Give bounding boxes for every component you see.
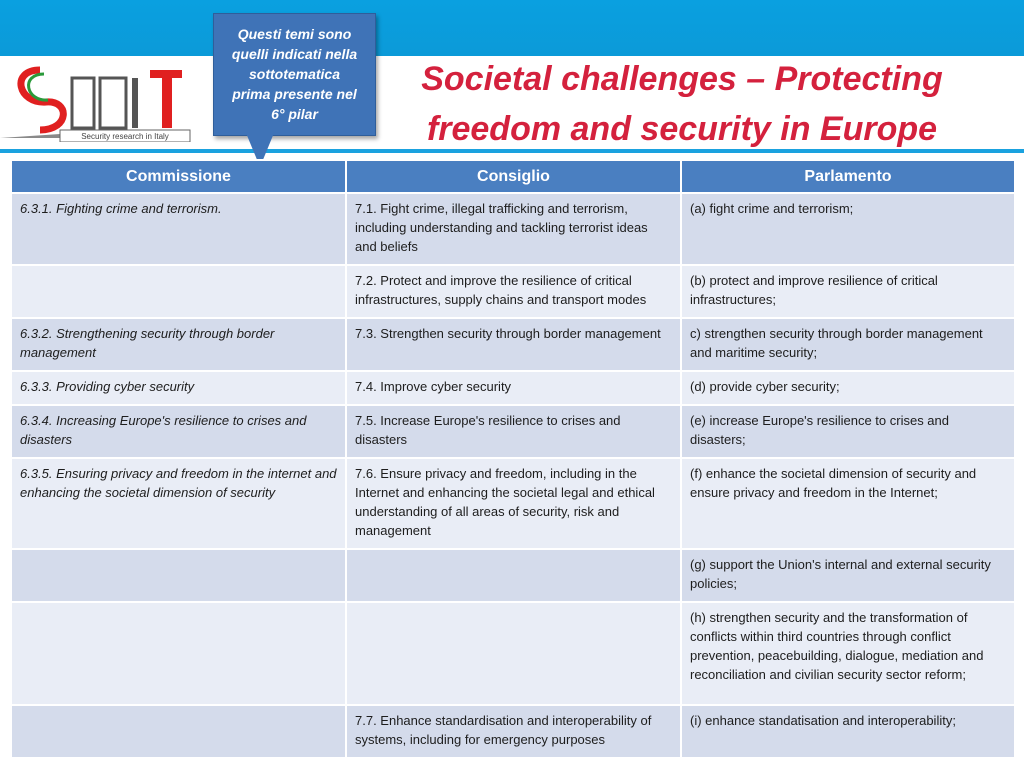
serit-logo — [0, 64, 200, 142]
cell-parlamento: (d) provide cyber security; — [681, 371, 1015, 405]
header-commissione: Commissione — [11, 160, 346, 193]
top-banner — [0, 0, 1024, 56]
table-row — [11, 549, 1015, 602]
cell-commissione: 6.3.3. Providing cyber security — [11, 371, 346, 405]
cell-commissione — [11, 705, 346, 758]
cell-commissione — [11, 549, 346, 602]
title-line-2: freedom and security in Europe — [426, 110, 938, 148]
cell-consiglio: 7.3. Strengthen security through border management — [346, 318, 681, 371]
table-row — [11, 265, 1015, 318]
cell-parlamento: (e) increase Europe's resilience to crises and disasters; — [681, 405, 1015, 458]
cell-consiglio: 7.5. Increase Europe's resilience to crises and disasters — [346, 405, 681, 458]
cell-consiglio: 7.4. Improve cyber security — [346, 371, 681, 405]
table-row — [11, 705, 1015, 758]
cell-commissione: 6.3.2. Strengthening security through border management — [11, 318, 346, 371]
cell-parlamento: (g) support the Union's internal and external security policies; — [681, 549, 1015, 602]
table-row — [11, 318, 1015, 371]
cell-consiglio: 7.7. Enhance standardisation and interoperability of systems, including for emergency purposes — [346, 705, 681, 758]
table-row — [11, 602, 1015, 705]
cell-parlamento: (f) enhance the societal dimension of security and ensure privacy and freedom in the Internet; — [681, 458, 1015, 549]
cell-consiglio: 7.6. Ensure privacy and freedom, including in the Internet and enhancing the societal legal and ethical understanding of all areas of security, risk and management — [346, 458, 681, 549]
cell-commissione: 6.3.4. Increasing Europe's resilience to crises and disasters — [11, 405, 346, 458]
table-row — [11, 193, 1015, 265]
cell-parlamento: (i) enhance standatisation and interoperability; — [681, 705, 1015, 758]
cell-consiglio: 7.1. Fight crime, illegal trafficking and terrorism, including understanding and tackling terrorist ideas and beliefs — [346, 193, 681, 265]
cell-commissione: 6.3.5. Ensuring privacy and freedom in the internet and enhancing the societal dimension of security — [11, 458, 346, 549]
cell-commissione: 6.3.1. Fighting crime and terrorism. — [11, 193, 346, 265]
callout-box — [213, 13, 376, 136]
cell-consiglio — [346, 602, 681, 705]
header-consiglio: Consiglio — [346, 160, 681, 193]
table-row — [11, 371, 1015, 405]
table-header-row — [11, 160, 1015, 193]
table-row — [11, 458, 1015, 549]
logo-tagline: Security research in Italy — [81, 132, 169, 141]
cell-commissione — [11, 265, 346, 318]
cell-parlamento: (a) fight crime and terrorism; — [681, 193, 1015, 265]
cell-consiglio: 7.2. Protect and improve the resilience of critical infrastructures, supply chains and transport modes — [346, 265, 681, 318]
cell-consiglio — [346, 549, 681, 602]
table-row — [11, 405, 1015, 458]
comparison-table — [10, 159, 1016, 759]
cell-commissione — [11, 602, 346, 705]
slide-title — [396, 54, 968, 154]
cell-parlamento: (b) protect and improve resilience of critical infrastructures; — [681, 265, 1015, 318]
title-line-1: Societal challenges – Protecting — [421, 60, 943, 98]
callout-text: Questi temi sono quelli indicati nella sottotematica prima presente nel 6° pilar — [231, 26, 358, 122]
cell-parlamento: c) strengthen security through border management and maritime security; — [681, 318, 1015, 371]
cell-parlamento: (h) strengthen security and the transformation of conflicts within third countries through conflict prevention, peacebuilding, dialogue, mediation and reconciliation and civilian security sector reform; — [681, 602, 1015, 705]
header-parlamento: Parlamento — [681, 160, 1015, 193]
